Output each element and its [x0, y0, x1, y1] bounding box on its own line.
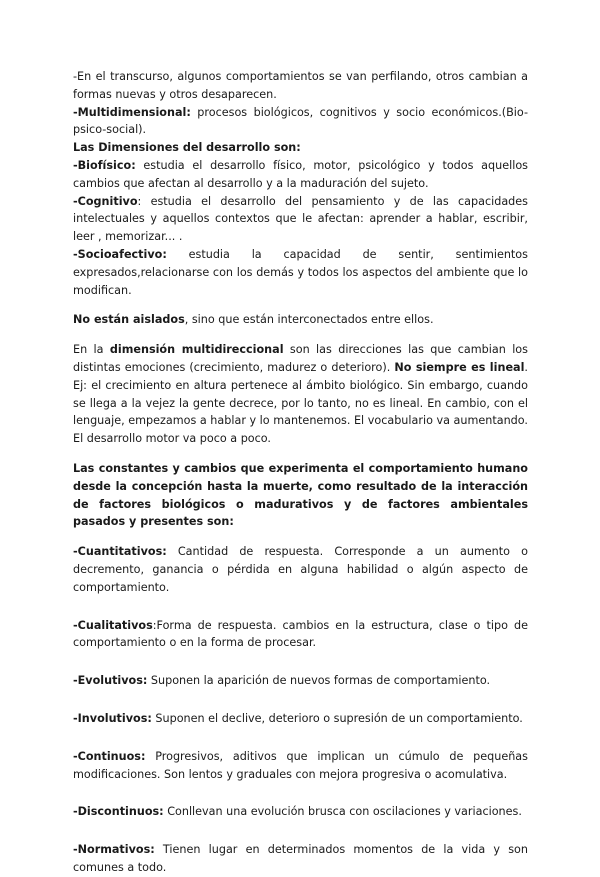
normativos-text: Tienen lugar en determinados momentos de la vida y son comunes a todo.	[73, 843, 528, 874]
aislados-text: , sino que están interconectados entre ellos.	[184, 313, 434, 327]
continuos-text: Progresivos, aditivos que implican un cúmulo de pequeñas modificaciones. Son lentos y graduales con mejora progresiva o acomulativa.	[73, 749, 528, 781]
multidimensional-paragraph	[73, 104, 528, 140]
cognitivo-text: : estudia el desarrollo del pensamiento y de las capacidades intelectuales y aquellos contextos que le afectan: aprender a hablar, escribir, leer , memorizar... .	[73, 194, 528, 244]
cualitativos-text: :Forma de respuesta. cambios en la estructura, clase o tipo de comportamiento o en la forma de procesar.	[73, 618, 528, 650]
constantes-heading: Las constantes y cambios que experimenta el comportamiento humano desde la concepción hasta la muerte, como resultado de la interacción de factores biológicos o madurativos y de factores ambientales pasados y presentes son:	[73, 461, 528, 529]
aislados-paragraph	[73, 311, 528, 329]
document-page	[73, 68, 528, 877]
socioafectivo-term: -Socioafectivo:	[73, 247, 167, 261]
socioafectivo-paragraph	[73, 246, 528, 299]
evolutivos-paragraph	[73, 672, 528, 690]
aislados-term: No están aislados	[73, 313, 185, 327]
cuantitativos-term: -Cuantitativos:	[73, 545, 167, 559]
multidimensional-text: procesos biológicos, cognitivos y socio económicos.(Bio-psico-social).	[73, 105, 528, 137]
biofisico-term: -Biofísico:	[73, 158, 136, 172]
evolutivos-term: -Evolutivos:	[73, 674, 148, 688]
cognitivo-paragraph	[73, 193, 528, 246]
involutivos-text: Suponen el declive, deterioro o supresión de un comportamiento.	[151, 711, 523, 725]
biofisico-text: estudia el desarrollo físico, motor, psicológico y todos aquellos cambios que afectan al desarrollo y a la maduración del sujeto.	[73, 158, 528, 190]
multidireccional-term: dimensión multidireccional	[109, 343, 284, 357]
normativos-term: -Normativos:	[73, 843, 155, 857]
involutivos-paragraph	[73, 710, 528, 728]
discontinuos-term: -Discontinuos:	[73, 805, 164, 819]
evolutivos-text: Suponen la aparición de nuevos formas de comportamiento.	[147, 674, 491, 688]
dimensions-heading: Las Dimensiones del desarrollo son:	[73, 141, 301, 155]
no-lineal-term: No siempre es lineal	[394, 360, 525, 374]
socioafectivo-text: estudia la capacidad de sentir, sentimientos expresados,relacionarse con los demás y todos los aspectos del ambiente que lo modifican.	[73, 247, 528, 297]
cognitivo-term: -Cognitivo	[73, 194, 138, 208]
biofisico-paragraph	[73, 157, 528, 193]
multidimensional-term: -Multidimensional:	[73, 105, 191, 119]
continuos-term: -Continuos:	[73, 749, 146, 763]
intro-paragraph: -En el transcurso, algunos comportamientos se van perfilando, otros cambian a formas nuevas y otros desaparecen.	[73, 70, 528, 101]
cuantitativos-paragraph	[73, 543, 528, 596]
cualitativos-paragraph	[73, 617, 528, 653]
discontinuos-text: Conllevan una evolución brusca con oscilaciones y variaciones.	[163, 805, 522, 819]
involutivos-term: -Involutivos:	[73, 711, 152, 725]
discontinuos-paragraph	[73, 803, 528, 821]
continuos-paragraph	[73, 748, 528, 784]
cualitativos-term: -Cualitativos	[73, 618, 153, 632]
multidireccional-paragraph: En la dimensión multidireccional son las direcciones las que cambian los distintas emociones (crecimiento, madurez o deterioro). No siempre es lineal. Ej: el crecimiento en altura pertenece al ámbito biológico. Sin embargo, cuando se llega a la vejez la gente decrece, por lo tanto, no es lineal. En cambio, con el lenguaje, empezamos a hablar y lo mantenemos. El vocabulario va aumentando. El desarrollo motor va poco a poco.	[73, 343, 528, 446]
cuantitativos-text: Cantidad de respuesta. Corresponde a un aumento o decremento, ganancia o pérdida en alguna habilidad o algún aspecto de comportamiento.	[73, 545, 528, 594]
normativos-paragraph	[73, 841, 528, 877]
